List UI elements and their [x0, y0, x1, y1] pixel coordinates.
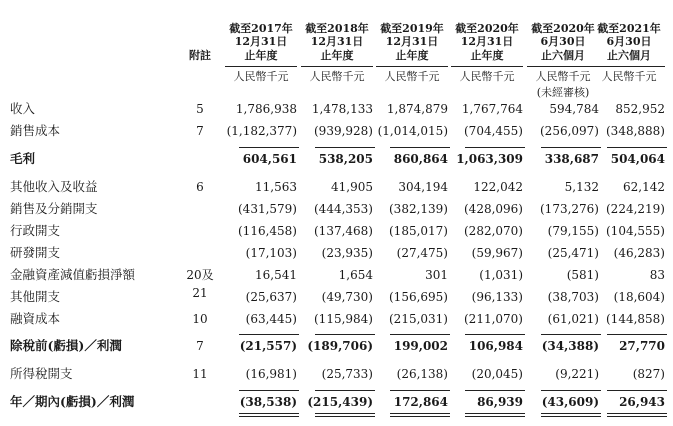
table-cell: 301 — [425, 268, 448, 282]
table-cell: 1,786,938 — [235, 102, 297, 116]
subtotal-rule — [465, 390, 525, 391]
column-header — [593, 8, 665, 83]
table-cell: (211,070) — [464, 312, 523, 326]
table-cell: (1,182,377) — [226, 124, 297, 138]
column-header-line: 止年度 — [320, 48, 354, 62]
row-label: 行政開支 — [10, 223, 61, 238]
table-row — [0, 310, 673, 328]
table-row — [0, 244, 673, 262]
table-cell: 27,770 — [619, 339, 665, 353]
table-cell: 852,952 — [615, 102, 665, 116]
row-note: 5 — [196, 102, 204, 116]
column-header-line: 截至2021年 — [597, 21, 661, 35]
row-note: 7 — [196, 124, 204, 138]
total-double-rule — [541, 416, 601, 417]
total-double-rule — [465, 416, 525, 417]
row-note: 6 — [196, 180, 204, 194]
subtotal-rule — [239, 390, 299, 391]
table-cell: (104,555) — [606, 224, 665, 238]
row-label: 收入 — [10, 101, 36, 116]
subtotal-rule — [315, 147, 375, 148]
row-label: 其他開支 — [10, 289, 61, 304]
table-cell: 106,984 — [468, 339, 523, 353]
table-cell: (21,557) — [239, 339, 297, 353]
column-header — [376, 8, 448, 83]
column-unit: 人民幣千元 — [301, 66, 373, 83]
row-label: 所得稅開支 — [10, 366, 73, 381]
table-cell: (61,021) — [547, 312, 599, 326]
row-note: 10 — [192, 312, 208, 326]
table-row — [0, 222, 673, 240]
table-cell: 1,654 — [338, 268, 373, 282]
column-header-line: 截至2019年 — [380, 21, 444, 35]
column-header — [527, 8, 599, 99]
table-cell: 16,541 — [255, 268, 297, 282]
total-double-rule — [390, 413, 450, 414]
table-cell: (144,858) — [606, 312, 665, 326]
table-cell: (173,276) — [540, 202, 599, 216]
column-header-line: 截至2020年 — [531, 21, 595, 35]
total-double-rule — [607, 416, 667, 417]
table-cell: 594,784 — [549, 102, 599, 116]
table-cell: 62,142 — [623, 180, 665, 194]
table-cell: (43,609) — [541, 395, 599, 409]
table-cell: (115,984) — [314, 312, 373, 326]
table-cell: 199,002 — [393, 339, 448, 353]
row-label: 毛利 — [10, 151, 36, 166]
table-cell: (704,455) — [464, 124, 523, 138]
subtotal-rule — [390, 334, 450, 335]
row-note: 11 — [192, 367, 208, 381]
note-column-header: 附註 — [189, 49, 211, 62]
total-double-rule — [465, 413, 525, 414]
table-cell: (444,353) — [314, 202, 373, 216]
column-header — [225, 8, 297, 83]
column-header-line: 止六個月 — [607, 48, 651, 62]
table-cell: (137,468) — [314, 224, 373, 238]
total-double-rule — [315, 413, 375, 414]
table-cell: 604,561 — [242, 152, 297, 166]
table-cell: (25,471) — [547, 246, 599, 260]
table-cell: (26,138) — [396, 367, 448, 381]
table-cell: (96,133) — [471, 290, 523, 304]
table-cell: (939,928) — [314, 124, 373, 138]
table-cell: (18,604) — [613, 290, 665, 304]
column-header-line: 12月31日 — [460, 35, 514, 48]
table-cell: (827) — [632, 367, 665, 381]
column-unit: 人民幣千元 — [225, 66, 297, 83]
column-unit: 人民幣千元 — [376, 66, 448, 83]
table-cell: (348,888) — [606, 124, 665, 138]
table-cell: (382,139) — [389, 202, 448, 216]
table-cell: (63,445) — [245, 312, 297, 326]
row-label: 研發開支 — [10, 245, 61, 260]
subtotal-rule — [607, 147, 667, 148]
column-header-line: 止年度 — [244, 48, 278, 62]
column-header-line: 截至2020年 — [455, 21, 519, 35]
column-header-line: 6月30日 — [540, 35, 586, 48]
table-cell: 1,874,879 — [386, 102, 448, 116]
column-unit: 人民幣千元 — [527, 66, 599, 83]
table-cell: (156,695) — [389, 290, 448, 304]
column-header — [451, 8, 523, 83]
row-label: 金融資產減值虧損淨額 — [10, 267, 136, 282]
table-cell: (428,096) — [464, 202, 523, 216]
row-note: 7 — [196, 339, 204, 353]
subtotal-rule — [390, 390, 450, 391]
row-label: 其他收入及收益 — [10, 179, 98, 194]
subtotal-rule — [239, 334, 299, 335]
table-cell: (189,706) — [307, 339, 373, 353]
column-header-line: 截至2018年 — [305, 21, 369, 35]
table-cell: (215,031) — [389, 312, 448, 326]
subtotal-rule — [607, 390, 667, 391]
table-cell: (282,070) — [464, 224, 523, 238]
column-audit-note: (未經審核) — [536, 86, 590, 99]
table-row — [0, 288, 673, 306]
table-cell: (116,458) — [238, 224, 297, 238]
table-row — [0, 365, 673, 383]
subtotal-rule — [390, 147, 450, 148]
table-cell: 1,478,133 — [311, 102, 373, 116]
table-row — [0, 150, 673, 168]
table-cell: (25,733) — [321, 367, 373, 381]
table-cell: 304,194 — [398, 180, 448, 194]
row-label: 年／期內(虧損)／利潤 — [10, 394, 135, 409]
table-cell: (49,730) — [321, 290, 373, 304]
subtotal-rule — [541, 334, 601, 335]
subtotal-rule — [465, 334, 525, 335]
subtotal-rule — [315, 390, 375, 391]
row-label: 融資成本 — [10, 311, 61, 326]
column-unit: 人民幣千元 — [593, 66, 665, 83]
table-cell: (581) — [566, 268, 599, 282]
table-cell: (17,103) — [245, 246, 297, 260]
table-cell: (1,014,015) — [377, 124, 448, 138]
table-cell: 860,864 — [393, 152, 448, 166]
row-note: 20及21 — [186, 268, 214, 300]
column-header-line: 止年度 — [470, 48, 504, 62]
table-cell: 504,064 — [610, 152, 665, 166]
subtotal-rule — [239, 147, 299, 148]
total-double-rule — [239, 416, 299, 417]
table-cell: (215,439) — [307, 395, 373, 409]
row-label: 銷售成本 — [10, 123, 61, 138]
subtotal-rule — [541, 390, 601, 391]
table-cell: (59,967) — [471, 246, 523, 260]
column-header-line: 止年度 — [395, 48, 429, 62]
table-cell: (25,637) — [245, 290, 297, 304]
table-cell: (46,283) — [613, 246, 665, 260]
table-cell: 1,063,309 — [456, 152, 523, 166]
subtotal-rule — [607, 334, 667, 335]
total-double-rule — [541, 413, 601, 414]
table-row — [0, 122, 673, 140]
table-cell: 122,042 — [473, 180, 523, 194]
table-row — [0, 393, 673, 411]
table-row — [0, 100, 673, 118]
total-double-rule — [390, 416, 450, 417]
table-cell: 538,205 — [318, 152, 373, 166]
table-cell: 338,687 — [544, 152, 599, 166]
table-cell: 172,864 — [393, 395, 448, 409]
table-cell: (256,097) — [540, 124, 599, 138]
table-cell: 26,943 — [619, 395, 665, 409]
column-header-line: 12月31日 — [310, 35, 364, 48]
table-cell: (38,538) — [239, 395, 297, 409]
row-label: 除稅前(虧損)／利潤 — [10, 338, 122, 353]
column-unit: 人民幣千元 — [451, 66, 523, 83]
table-cell: 86,939 — [477, 395, 523, 409]
table-cell: 83 — [649, 268, 665, 282]
table-cell: (185,017) — [389, 224, 448, 238]
table-cell: 11,563 — [255, 180, 297, 194]
table-cell: (431,579) — [238, 202, 297, 216]
column-header-line: 12月31日 — [385, 35, 439, 48]
table-cell: (38,703) — [547, 290, 599, 304]
row-label: 銷售及分銷開支 — [10, 201, 98, 216]
table-cell: (1,031) — [479, 268, 523, 282]
table-cell: 41,905 — [331, 180, 373, 194]
column-header — [301, 8, 373, 83]
table-cell: (79,155) — [547, 224, 599, 238]
subtotal-rule — [465, 147, 525, 148]
table-cell: (20,045) — [471, 367, 523, 381]
table-cell: (34,388) — [541, 339, 599, 353]
total-double-rule — [607, 413, 667, 414]
subtotal-rule — [315, 334, 375, 335]
total-double-rule — [315, 416, 375, 417]
table-row — [0, 178, 673, 196]
table-cell: (224,219) — [606, 202, 665, 216]
subtotal-rule — [541, 147, 601, 148]
column-header-line: 截至2017年 — [229, 21, 293, 35]
total-double-rule — [239, 413, 299, 414]
table-cell: 1,767,764 — [461, 102, 523, 116]
table-cell: (16,981) — [245, 367, 297, 381]
column-header-line: 12月31日 — [234, 35, 288, 48]
table-cell: (23,935) — [321, 246, 373, 260]
table-cell: (27,475) — [396, 246, 448, 260]
column-header-line: 止六個月 — [541, 48, 585, 62]
table-cell: 5,132 — [564, 180, 599, 194]
column-header-line: 6月30日 — [606, 35, 652, 48]
table-row — [0, 200, 673, 218]
table-cell: (9,221) — [555, 367, 599, 381]
table-row — [0, 337, 673, 355]
